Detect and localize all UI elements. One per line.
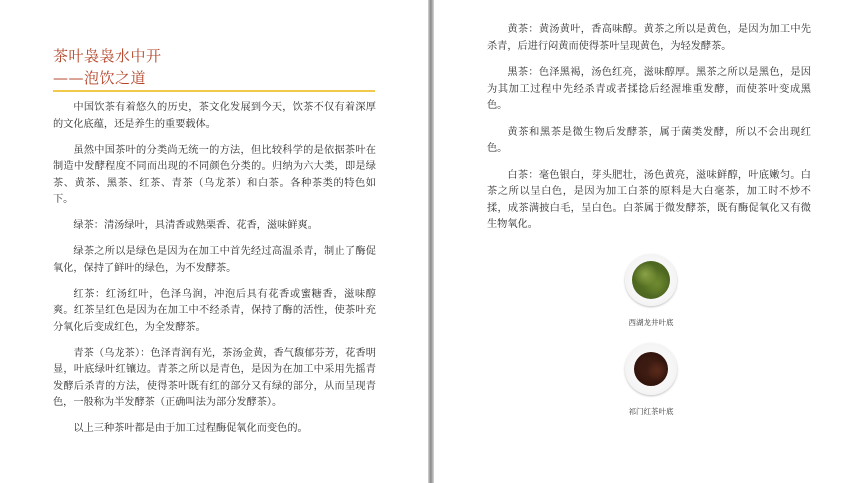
paragraph-classification: 虽然中国茶叶的分类尚无统一的方法，但比较科学的是依据茶叶在制造中发酵程度不同而出现的不同颜色分类的。归纳为六大类，即是绿茶、黄茶、黑茶、红茶、青茶（乌龙茶）和白茶。各种茶类的特色如下。	[53, 144, 376, 205]
figure-keemun	[591, 343, 711, 417]
chapter-title-line1: 茶叶袅袅水中开	[53, 47, 162, 65]
paragraph-fermentation-note: 黄茶和黑茶是微生物后发酵茶，属于菌类发酵，所以不会出现红色。	[487, 126, 811, 154]
left-page	[0, 0, 428, 483]
chapter-title-line2: ——泡饮之道	[53, 69, 147, 87]
paragraph-intro: 中国饮茶有着悠久的历史，茶文化发展到今天，饮茶不仅有着深厚的文化底蕴，还是养生的重要载体。	[53, 102, 376, 130]
title-underline	[53, 90, 375, 92]
paragraph-dark-tea: 黑茶：色泽黑褐，汤色红亮，滋味醇厚。黑茶之所以是黑色，是因为其加工过程中先经杀青或者揉捻后经渥堆重发酵，而使茶叶变成黑色。	[487, 67, 811, 111]
paragraph-red-tea: 红茶：红汤红叶，色泽乌润，冲泡后具有花香或蜜糖香，滋味醇爽。红茶呈红色是因为在加工中不经杀青，保持了酶的活性，使茶叶充分氧化后变成红色，为全发酵茶。	[53, 288, 376, 333]
right-body-text	[487, 22, 811, 244]
green-tea-leaves-image	[625, 254, 677, 306]
black-tea-leaves	[634, 352, 668, 386]
paragraph-summary: 以上三种茶叶都是由于加工过程酶促氧化而变色的。	[73, 423, 308, 434]
paragraph-white-tea: 白茶：毫色银白，芽头肥壮，汤色黄亮，滋味鲜醇，叶底嫩匀。白茶之所以呈白色，是因为加工白茶的原料是大白毫茶，加工时不炒不揉，成茶满披白毛，呈白色。白茶属于微发酵茶，既有酶促氧化又有微生物氧化。	[487, 169, 811, 230]
left-body-text	[53, 100, 376, 447]
chapter-title	[53, 45, 383, 89]
black-tea-leaves-image	[625, 343, 677, 395]
figure-caption-keemun: 祁门红茶叶底	[628, 407, 674, 416]
green-tea-leaves	[632, 261, 670, 299]
paragraph-oolong-tea: 青茶（乌龙茶）：色泽青润有光，茶汤金黄，香气馥郁芬芳，花香明显，叶底绿叶红镶边。青茶之所以是青色，是因为在加工中采用先摇青发酵后杀青的方法，使得茶叶既有红的部分又有绿的部分，从而呈现青色，一般称为半发酵茶（正确叫法为部分发酵茶）。	[53, 347, 376, 408]
paragraph-green-tea: 绿茶：清汤绿叶，具清香或熟栗香、花香，滋味鲜爽。	[73, 220, 318, 231]
paragraph-yellow-tea: 黄茶：黄汤黄叶，香高味醇。黄茶之所以是黄色，是因为加工中先杀青，后进行闷黄而使得茶叶呈现黄色，为轻发酵茶。	[487, 24, 811, 52]
figure-longjing	[591, 254, 711, 328]
figure-caption-longjing: 西湖龙井叶底	[628, 318, 674, 327]
right-page	[434, 0, 867, 483]
paragraph-green-tea-reason: 绿茶之所以是绿色是因为在加工中首先经过高温杀青，制止了酶促氧化，保持了鲜叶的绿色，为不发酵茶。	[53, 246, 376, 274]
